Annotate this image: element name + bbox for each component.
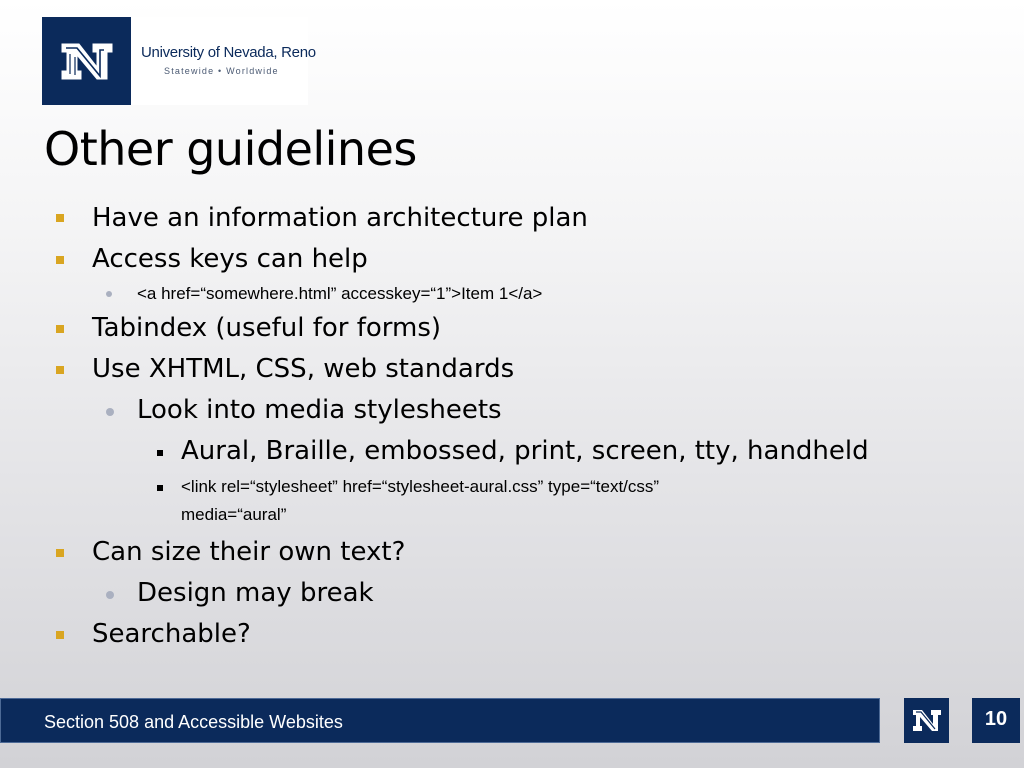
footer-title: Section 508 and Accessible Websites <box>44 712 343 732</box>
bullet-item: Searchable? <box>92 619 251 649</box>
bullet-marker <box>157 485 163 491</box>
bullet-item: Use XHTML, CSS, web standards <box>92 354 515 384</box>
bullet-marker <box>106 591 114 599</box>
page-number: 10 <box>984 708 1008 730</box>
bullet-item: Tabindex (useful for forms) <box>92 313 442 343</box>
bullet-marker <box>56 549 64 557</box>
bullet-marker <box>56 366 64 374</box>
bullet-item-line1: <link rel=“stylesheet” href=“stylesheet-aural.css” type=“text/css” <box>181 477 660 496</box>
bullet-item: Look into media stylesheets <box>137 395 502 425</box>
bullet-item: <a href=“somewhere.html” accesskey=“1”>Item 1</a> <box>137 284 543 303</box>
bullet-item: Have an information architecture plan <box>92 203 588 233</box>
footer-block-n-icon <box>904 698 949 743</box>
bullet-item: Access keys can help <box>92 244 368 274</box>
slide-title: Other guidelines <box>44 122 417 176</box>
block-n-icon <box>42 17 131 105</box>
bullet-marker <box>106 291 112 297</box>
bullet-marker <box>56 631 64 639</box>
bullet-marker <box>157 450 163 456</box>
bullet-marker <box>106 408 114 416</box>
university-name: University of Nevada, Reno <box>141 44 316 61</box>
bullet-marker <box>56 325 64 333</box>
bullet-item: Aural, Braille, embossed, print, screen, tty, handheld <box>181 436 869 466</box>
university-tagline: Statewide • Worldwide <box>164 66 279 76</box>
bullet-item: Can size their own text? <box>92 537 406 567</box>
bullet-marker <box>56 214 64 222</box>
university-logo <box>42 17 316 105</box>
bullet-item-line2: media=“aural” <box>181 505 287 524</box>
bullet-marker <box>56 256 64 264</box>
page-number-box <box>972 698 1020 743</box>
bullet-item: Design may break <box>137 578 374 608</box>
